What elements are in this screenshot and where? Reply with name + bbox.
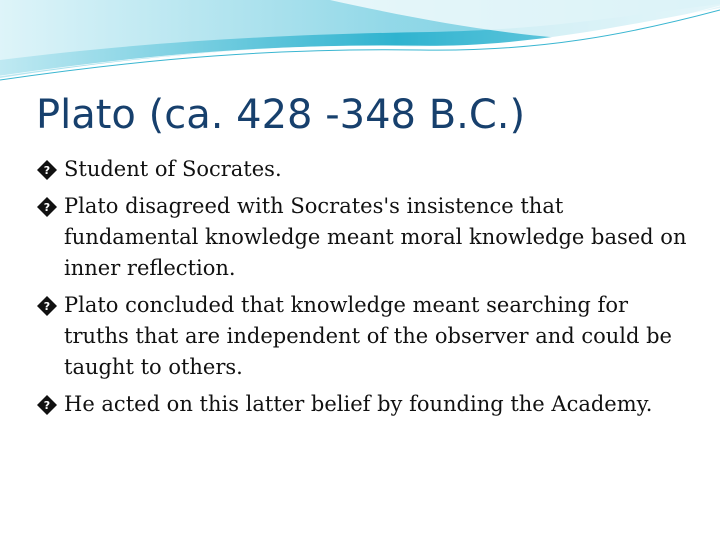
missing-glyph-icon (36, 394, 58, 416)
bullet-text: Student of Socrates. (64, 157, 282, 181)
slide-title: Plato (ca. 428 -348 B.C.) (36, 92, 526, 138)
missing-glyph-icon (36, 196, 58, 218)
svg-text:?: ? (43, 399, 51, 412)
svg-text:?: ? (43, 300, 51, 313)
bullet-item (36, 154, 696, 185)
bullet-text: Plato disagreed with Socrates's insistence that fundamental knowledge meant moral knowledge based on inner reflection. (64, 194, 687, 280)
svg-text:?: ? (43, 201, 51, 214)
bullet-text: Plato concluded that knowledge meant searching for truths that are independent of the observer and could be taught to others. (64, 293, 672, 379)
bullet-list (36, 154, 696, 426)
missing-glyph-icon (36, 159, 58, 181)
missing-glyph-icon (36, 295, 58, 317)
bullet-item (36, 191, 696, 284)
bullet-item (36, 290, 696, 383)
bullet-item (36, 389, 696, 420)
header-wave-decoration (0, 0, 720, 90)
svg-text:?: ? (43, 164, 51, 177)
bullet-text: He acted on this latter belief by founding the Academy. (64, 392, 653, 416)
